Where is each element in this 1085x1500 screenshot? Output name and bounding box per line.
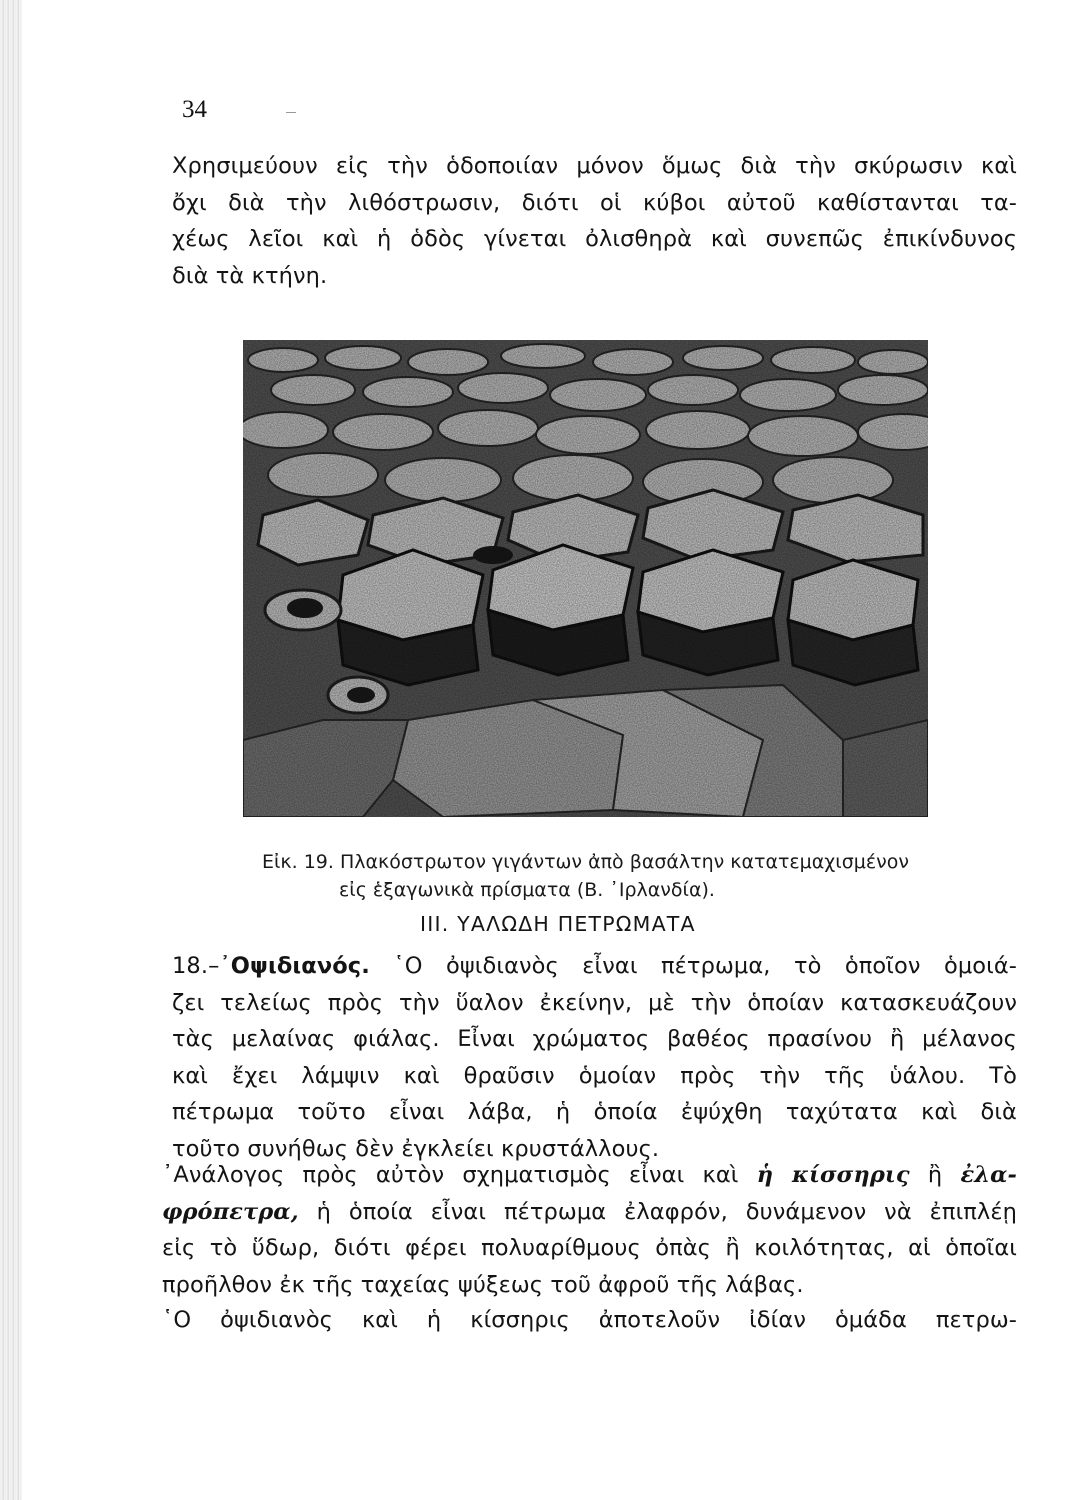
section-heading: III. ΥΑΛΩΔΗ ΠΕΤΡΩΜΑΤΑ: [420, 912, 696, 936]
book-page-edge: [0, 0, 22, 1500]
pumice-paragraph: [162, 1157, 1017, 1303]
text-line: πέτρωμα τοῦτο εἶναι λάβα, ἡ ὁποία ἐψύχθη ταχύτατα καὶ διὰ: [172, 1099, 1017, 1125]
text-line: εἰς τὸ ὕδωρ, διότι φέρει πολυαρίθμους ὀπὰς ἢ κοιλότητας, αἱ ὁποῖαι: [162, 1235, 1017, 1261]
text-run: ῾Ο ὀψιδιανὸς εἶναι πέτρωμα, τὸ ὁποῖον ὁμοιά-: [393, 953, 1017, 979]
text-line: ῾Ο ὀψιδιανὸς καὶ ἡ κίσσηρις ἀποτελοῦν ἰδίαν ὁμάδα πετρω-: [162, 1307, 1017, 1333]
text-line: [162, 1157, 1017, 1194]
figure-caption-line-1: Εἰκ. 19. Πλακόστρωτον γιγάντων ἀπὸ βασάλτην κατατεμαχισμένον: [262, 851, 909, 873]
text-line: [172, 948, 1017, 985]
text-line: Χρησιμεύουν εἰς τὴν ὁδοποιίαν μόνον ὅμως διὰ τὴν σκύρωσιν καὶ: [172, 153, 1017, 179]
text-run: ἡ ὁποία εἶναι πέτρωμα ἐλαφρόν, δυνάμενον νὰ ἐπιπλέῃ: [316, 1198, 1017, 1225]
basalt-columns-photo: [243, 340, 928, 817]
final-paragraph: [162, 1302, 1017, 1339]
text-line: χέως λεῖοι καὶ ἡ ὁδὸς γίνεται ὀλισθηρὰ καὶ συνεπῶς ἐπικίνδυνος: [172, 226, 1017, 252]
figure-caption-line-2: εἰς ἑξαγωνικὰ πρίσματα (Β. ᾿Ιρλανδία).: [339, 879, 715, 901]
text-run: ᾿Ανάλογος πρὸς αὐτὸν σχηματισμὸς εἶναι καὶ: [162, 1162, 739, 1188]
text-line: τοῦτο συνήθως δὲν ἐγκλείει κρυστάλλους.: [172, 1135, 660, 1162]
term-obsidian: ᾿Οψιδιανός.: [219, 953, 370, 979]
text-line: [162, 1194, 1017, 1231]
text-line: καὶ ἔχει λάμψιν καὶ θραῦσιν ὁμοίαν πρὸς τὴν τῆς ὑάλου. Τὸ: [172, 1062, 1017, 1089]
obsidian-paragraph: [172, 948, 1017, 1167]
text-run: ἢ: [927, 1162, 943, 1188]
text-line: διὰ τὰ κτήνη.: [172, 262, 328, 289]
photo-illustration: [243, 340, 928, 817]
intro-paragraph: [172, 148, 1017, 294]
term-lightstone: ἐλα-: [960, 1162, 1017, 1188]
text-line: τὰς μελαίνας φιάλας. Εἶναι χρώματος βαθέος πρασίνου ἢ μέλανος: [172, 1026, 1017, 1052]
page-number: 34: [182, 96, 207, 123]
text-line: προῆλθον ἐκ τῆς ταχείας ψύξεως τοῦ ἀφροῦ τῆς λάβας.: [162, 1271, 804, 1298]
text-line: ὄχι διὰ τὴν λιθόστρωσιν, διότι οἱ κύβοι αὐτοῦ καθίστανται τα-: [172, 189, 1017, 216]
text-line: ζει τελείως πρὸς τὴν ὕαλον ἐκείνην, μὲ τὴν ὁποίαν κατασκευάζουν: [172, 989, 1017, 1016]
section-number: 18.–: [172, 953, 220, 979]
term-pumice: ἡ κίσσηρις: [756, 1162, 910, 1188]
print-mark: [286, 112, 296, 113]
term-lightstone-cont: φρόπετρα,: [162, 1198, 299, 1225]
